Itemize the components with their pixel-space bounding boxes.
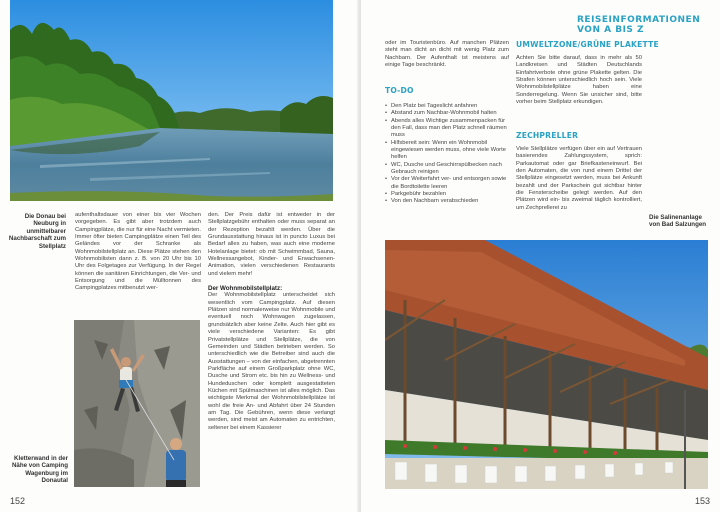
zechpreller-title: ZECHPRELLER (516, 131, 579, 140)
todo-item: • Abends alles Wichtige zusammenpacken für den Fall, dass man den Platz schnell räumen muss (385, 118, 511, 140)
todo-item: • Vor der Weiterfahrt ver- und entsorgen sowie die Bordtoilette leeren (385, 176, 511, 191)
climbing-wall-photo (74, 320, 200, 487)
umweltzone-title: UMWELTZONE/GRÜNE PLAKETTE (516, 40, 659, 49)
todo-item: • Hilfsbereit sein: Wenn ein Wohnmobil eingewiesen werden muss, ohne viele Worte helfen (385, 140, 511, 162)
left-page (0, 0, 359, 512)
page-number-right: 153 (695, 496, 711, 506)
left-column-1 (75, 212, 201, 293)
caption-climbing-wall: Kletterwand in der Nähe von Camping Wagenburg im Donautal (11, 455, 68, 485)
todo-item: • WC, Dusche und Geschirrspülbecken nach Gebrauch reinigen (385, 162, 511, 177)
caption-saline: Die Salinenanlage von Bad Salzungen (649, 214, 707, 229)
todo-list (385, 103, 511, 206)
subhead-wohnmobilstellplatz: Der Wohnmobilstellplatz: (208, 285, 283, 293)
umweltzone-text: Achten Sie bitte darauf, dass in mehr als 50 Landkreisen und Städten Deutschlands Einfahrtverbote ohne grüne Plakette gelten. Die Strafen können unterschiedlich hoch sein. Viele Wohnmobilstellplätze haben eine Sonderregelung. Wenn Sie unsicher sind, bitte vorher beim Stellplatz erkundigen. (516, 55, 642, 106)
todo-item: • Den Platz bei Tageslicht anfahren (385, 103, 511, 110)
saline-building-photo (385, 240, 708, 489)
danube-river-photo (10, 0, 333, 201)
todo-item: • Abstand zum Nachbar-Wohnmobil halten (385, 110, 511, 117)
todo-title: TO-DO (385, 86, 414, 95)
right-page (361, 0, 720, 512)
caption-danube: Die Donau bei Neuburg in unmittelbarer Nachbarschaft zum Stellplatz (8, 213, 66, 250)
umweltzone-text-block (516, 55, 642, 106)
page-header-title: REISEINFORMATIONEN VON A BIS Z (577, 15, 701, 35)
left-column-2-text-2: Der Wohnmobilstellplatz unterscheidet sich wesentlich vom Campingplatz. Auf diesen Plätzen sind normalerweise nur Wohnmobile und eventuell noch Wohnwagen zugelassen, grundsätzlich aber keine Zelte. Auch hier gibt es viele verschiedene Varianten: Es gibt Privatstellplätze und Stellplätze, die von Gemeinden und Städten betrieben werden. So unterschiedlich wie die Betreiber sind auch die Ausstattungen – von der einfachen, abgetrennten Parkfläche auf einem Großparkplatz ohne WC, Dusche und Strom etc. bis hin zu Wellness- und Hundeduschen oder komplett ausgestatteten Küchen mit Spülmaschinen ist alles möglich. Das wichtigste Merkmal der Wohnmobilstellplätze ist wohl die freie An- und Abfahrt über 24 Stunden am Tag. Die Gebühren, wenn diese verlangt werden, sind meist am Automaten zu entrichten, seltener bei einem Kassierer (208, 292, 335, 431)
left-column-1-text: aufenthaltsdauer von einer bis vier Wochen vorgegeben. Es gibt aber trotzdem auch Campingplätze, die nur für eine Nacht vermieten. Immer öfter bieten Campingplätze einen Teil des Geländes vor der Schranke als Wohnmobilstellplatz an. Diese Plätze stehen den Wohnmobilisten dann z. B. von 20 Uhr bis 10 Uhr des Folgetages zur Verfügung. In der Regel können die sanitären Einrichtungen, die Ver- und Entsorgung und die Mülltonnen des Campingplatzes mitbenutzt wer- (75, 212, 201, 292)
left-column-2-text: den. Der Preis dafür ist entweder in der Stellplatzgebühr enthalten oder muss separat an der Rezeption bezahlt werden. Über die Grundausstattung hinaus ist in puncto Luxus bei Bedarf alles zu haben, was auch eine moderne Hotelanlage bietet: ob mit Schwimmbad, Sauna, Wellnessangebot, Kinder- und Erwachsenen-Animation, vielen verschiedenen Restaurants und vielem mehr! (208, 212, 335, 277)
right-column-1 (385, 40, 509, 69)
left-column-2 (208, 212, 335, 432)
page-number-left: 152 (10, 496, 26, 506)
todo-item: • Parkgebühr bezahlen (385, 191, 511, 198)
zechpreller-text: Viele Stellplätze verfügen über ein auf Vertrauen basierendes Zahlungssystem, sprich: Parkautomat oder gar Briefkasteneinwurf. Bei den Automaten, die von rund einem Drittel der Stellplätze eingesetzt werden, muss bei Ankunft bezahlt und der Parkschein gut sichtbar hinter die Fensterscheibe gelegt werden. Auf den Plätzen wird ein- bis zweimal täglich kontrolliert, um Zechprellerei zu (516, 146, 642, 211)
todo-item: • Von den Nachbarn verabschieden (385, 198, 511, 205)
zechpreller-text-block (516, 146, 642, 212)
todo-list-block (385, 103, 511, 206)
right-intro-text: oder im Touristenbüro. Auf manchen Plätzen steht man dicht an dicht mit wenig Platz zum Nachbarn. Der Aufenthalt ist meistens auf einige Tage beschränkt. (385, 40, 509, 69)
